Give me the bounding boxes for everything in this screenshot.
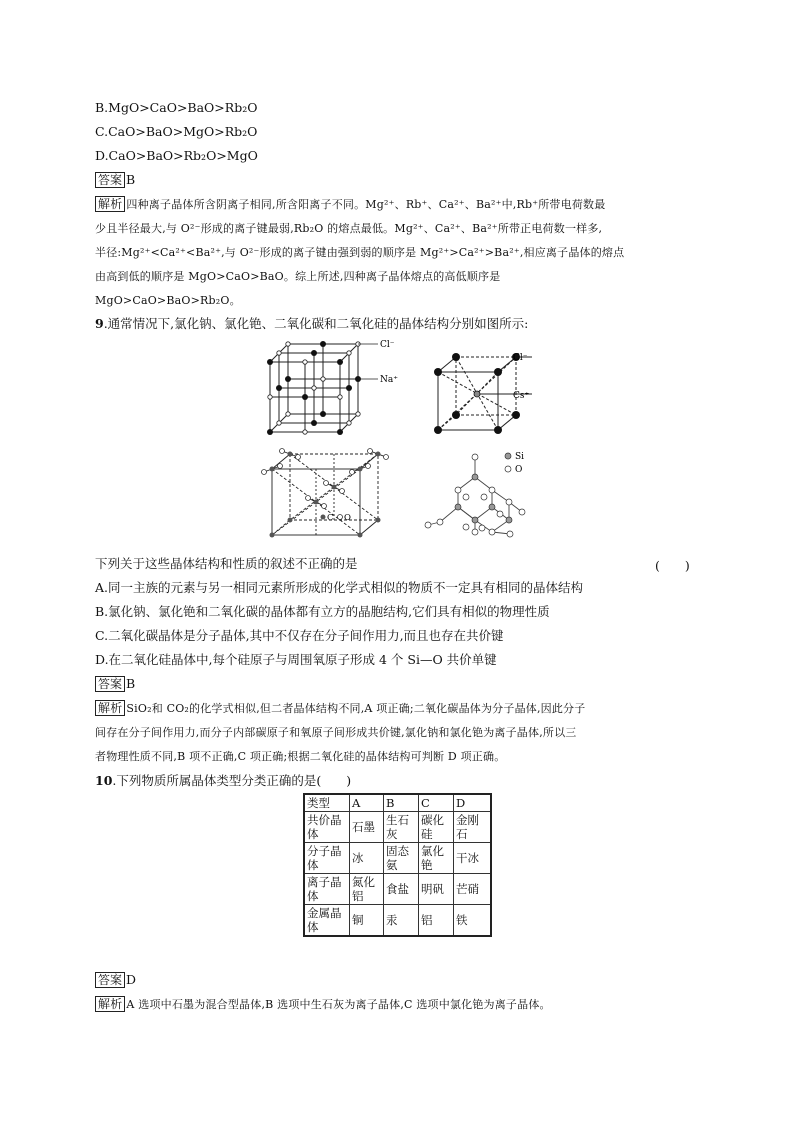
table-header-row [304,794,491,812]
table-cell: 共价晶体 [304,812,350,843]
table-cell: 冰 [350,843,384,874]
answer-tag: 答案 [95,172,125,188]
table-row [304,874,491,905]
table-cell: 氯化铯 [419,843,454,874]
table-cell: 生石灰 [384,812,419,843]
q9-explain-line-1 [95,700,585,717]
q9-option-c: C.二氧化碳晶体是分子晶体,其中不仅存在分子间作用力,而且也存在共价键 [95,628,504,643]
q10-answer-value: D [126,972,137,987]
q9-number: 9 [95,316,104,331]
table-row [304,843,491,874]
table-cell: 金属晶体 [304,905,350,937]
q9-answer-row [95,676,135,692]
label-na: Na⁺ [380,375,398,385]
answer-tag: 答案 [95,972,125,988]
q8-option-b: B.MgO>CaO>BaO>Rb₂O [95,100,258,115]
q9-option-b: B.氯化钠、氯化铯和二氧化碳的晶体都有立方的晶胞结构,它们具有相似的物理性质 [95,604,550,619]
q8-explain-line-4: 由高到低的顺序是 MgO>CaO>BaO。综上所述,四种离子晶体熔点的高低顺序是 [95,270,501,283]
q8-option-c: C.CaO>BaO>MgO>Rb₂O [95,124,258,139]
table-cell: 汞 [384,905,419,937]
table-header-cell: B [384,794,419,812]
table-cell: 离子晶体 [304,874,350,905]
q10-number: 10 [95,773,113,788]
label-cs: Cs⁺ [513,391,530,401]
table-cell: 分子晶体 [304,843,350,874]
table-header-cell: D [454,794,492,812]
table-cell: 碳化硅 [419,812,454,843]
table-cell: 固态氨 [384,843,419,874]
legend-c: C [327,513,334,523]
label-o: O [515,465,523,475]
table-header-cell: A [350,794,384,812]
legend-si-dot [505,453,511,459]
q9-option-a: A.同一主族的元素与另一相同元素所形成的化学式相似的物质不一定具有相同的晶体结构 [95,580,584,595]
legend-o: O [344,513,351,523]
q8-explain-line-1 [95,196,605,213]
label-cl-2: Cl⁻ [513,353,528,363]
table-cell: 石墨 [350,812,384,843]
q9-explain-line-3: 者物理性质不同,B 项不正确,C 项正确;根据二氧化硅的晶体结构可判断 D 项正确。 [95,750,506,763]
q9-stem [95,316,528,332]
q10-explain-text: A 选项中石墨为混合型晶体,B 选项中生石灰为离子晶体,C 选项中氯化铯为离子晶体。 [126,998,551,1011]
q8-option-d: D.CaO>BaO>Rb₂O>MgO [95,148,258,163]
q8-answer-row [95,172,135,188]
explain-tag: 解析 [95,996,125,1012]
table-header-cell: C [419,794,454,812]
q9-stem-text: .通常情况下,氯化钠、氯化铯、二氧化碳和二氧化硅的晶体结构分别如图所示: [103,316,529,331]
q9-question: 下列关于这些晶体结构和性质的叙述不正确的是 [95,556,358,571]
table-cell: 铁 [454,905,492,937]
q10-stem [95,773,351,789]
q8-answer-value: B [126,172,136,187]
table-header-cell: 类型 [304,794,350,812]
q8-explain-text: 四种离子晶体所含阴离子相同,所含阳离子不同。Mg²⁺、Rb⁺、Ca²⁺、Ba²⁺中,Rb⁺所带电荷数最 [126,198,606,211]
table-cell: 氮化铝 [350,874,384,905]
table-cell: 芒硝 [454,874,492,905]
q8-explain-line-2: 少且半径最大,与 O²⁻形成的离子键最弱,Rb₂O 的熔点最低。Mg²⁺、Ca²⁺、Ba²⁺所带正电荷数一样多, [95,222,603,235]
crystal-type-table [303,793,492,937]
q8-explain-line-3: 半径:Mg²⁺<Ca²⁺<Ba²⁺,与 O²⁻形成的离子键由强到弱的顺序是 Mg²⁺>Ca²⁺>Ba²⁺,相应离子晶体的熔点 [95,246,625,259]
q9-explain-text: SiO₂和 CO₂的化学式相似,但二者晶体结构不同,A 项正确;二氧化碳晶体为分子晶体,因此分子 [126,702,586,715]
table-cell: 明矾 [419,874,454,905]
label-si: Si [515,452,525,462]
q9-option-d: D.在二氧化硅晶体中,每个硅原子与周围氧原子形成 4 个 Si—O 共价单键 [95,652,497,667]
q9-explain-line-2: 间存在分子间作用力,而分子内部碳原子和氧原子间形成共价键,氯化钠和氯化铯为离子晶体,所以三 [95,726,577,739]
q9-answer-paren: ( ) [655,558,690,573]
answer-tag: 答案 [95,676,125,692]
q10-answer-row [95,972,136,988]
q8-explain-line-5: MgO>CaO>BaO>Rb₂O。 [95,294,241,307]
table-cell: 干冰 [454,843,492,874]
explain-tag: 解析 [95,700,125,716]
table-cell: 铜 [350,905,384,937]
table-row [304,812,491,843]
explain-tag: 解析 [95,196,125,212]
q10-explain-line [95,996,551,1013]
table-cell: 食盐 [384,874,419,905]
legend-o2-dot [505,466,511,472]
legend-o-dot [338,515,343,520]
crystal-structures-figure [260,332,540,547]
table-cell: 金刚石 [454,812,492,843]
label-cl-1: Cl⁻ [380,340,395,350]
table-cell: 铝 [419,905,454,937]
legend-c-dot [321,515,326,520]
table-row [304,905,491,937]
q9-answer-value: B [126,676,136,691]
q10-stem-text: .下列物质所属晶体类型分类正确的是( ) [112,773,352,788]
